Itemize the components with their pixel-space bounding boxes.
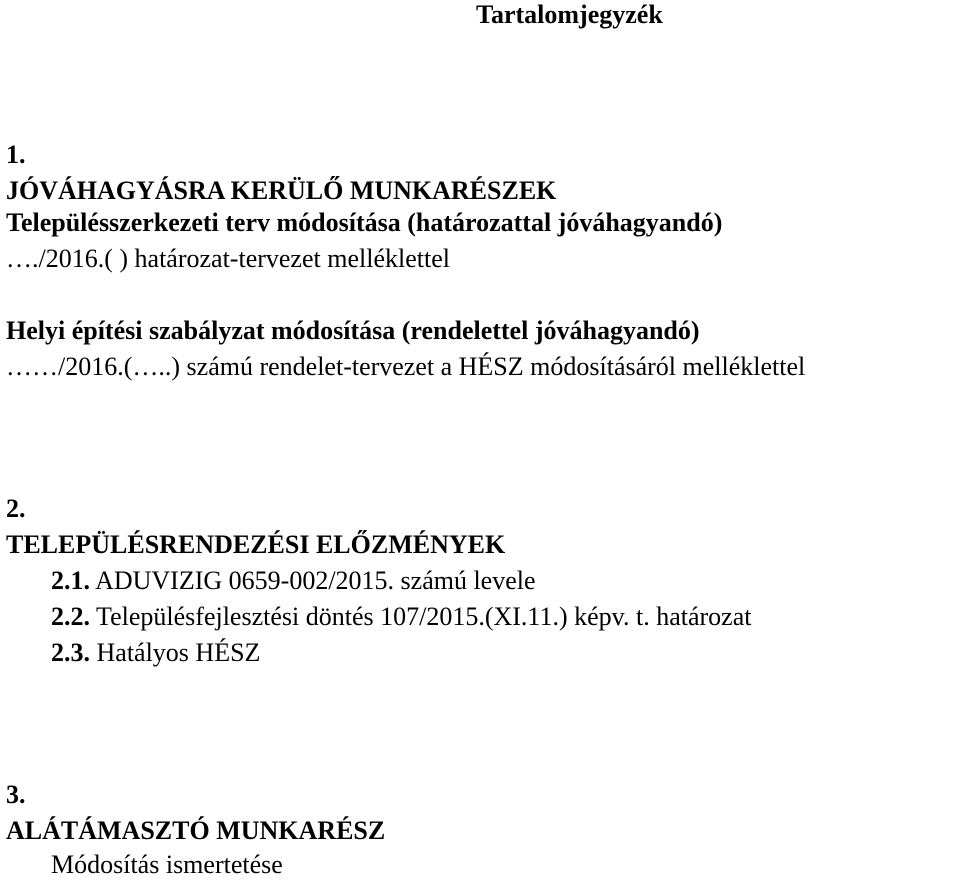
section-1-item-1-subtitle: …./2016.( ) határozat-tervezet melléklettel: [6, 244, 450, 273]
section-1-item-2-subtitle: ……/2016.(…..) számú rendelet-tervezet a HÉSZ módosításáról melléklettel: [6, 352, 806, 381]
section-2-item-number: 2.1.: [51, 566, 90, 595]
section-2-item-number: 2.3.: [51, 638, 90, 667]
section-2-item: [51, 602, 751, 632]
section-3-number: 3.: [6, 780, 26, 809]
section-1-number: 1.: [6, 140, 26, 169]
page-title: Tartalomjegyzék: [476, 0, 663, 29]
section-2-heading: TELEPÜLÉSRENDEZÉSI ELŐZMÉNYEK: [6, 530, 506, 559]
section-1-item-2-title: Helyi építési szabályzat módosítása (rendelettel jóváhagyandó): [6, 316, 700, 345]
section-2-item-text: Hatályos HÉSZ: [96, 638, 261, 667]
section-2-number: 2.: [6, 494, 26, 523]
section-2-item: [51, 638, 260, 668]
section-2-item-number: 2.2.: [51, 602, 90, 631]
section-3-heading: ALÁTÁMASZTÓ MUNKARÉSZ: [6, 816, 386, 845]
section-3-item-1: Módosítás ismertetése: [51, 850, 283, 879]
section-2-item-text: Településfejlesztési döntés 107/2015.(XI.11.) képv. t. határozat: [96, 602, 752, 631]
section-2-item-text: ADUVIZIG 0659-002/2015. számú levele: [95, 566, 536, 595]
section-1-heading: JÓVÁHAGYÁSRA KERÜLŐ MUNKARÉSZEK: [6, 176, 557, 205]
section-1-item-1-title: Településszerkezeti terv módosítása (határozattal jóváhagyandó): [6, 208, 723, 237]
section-2-item: [51, 566, 536, 596]
